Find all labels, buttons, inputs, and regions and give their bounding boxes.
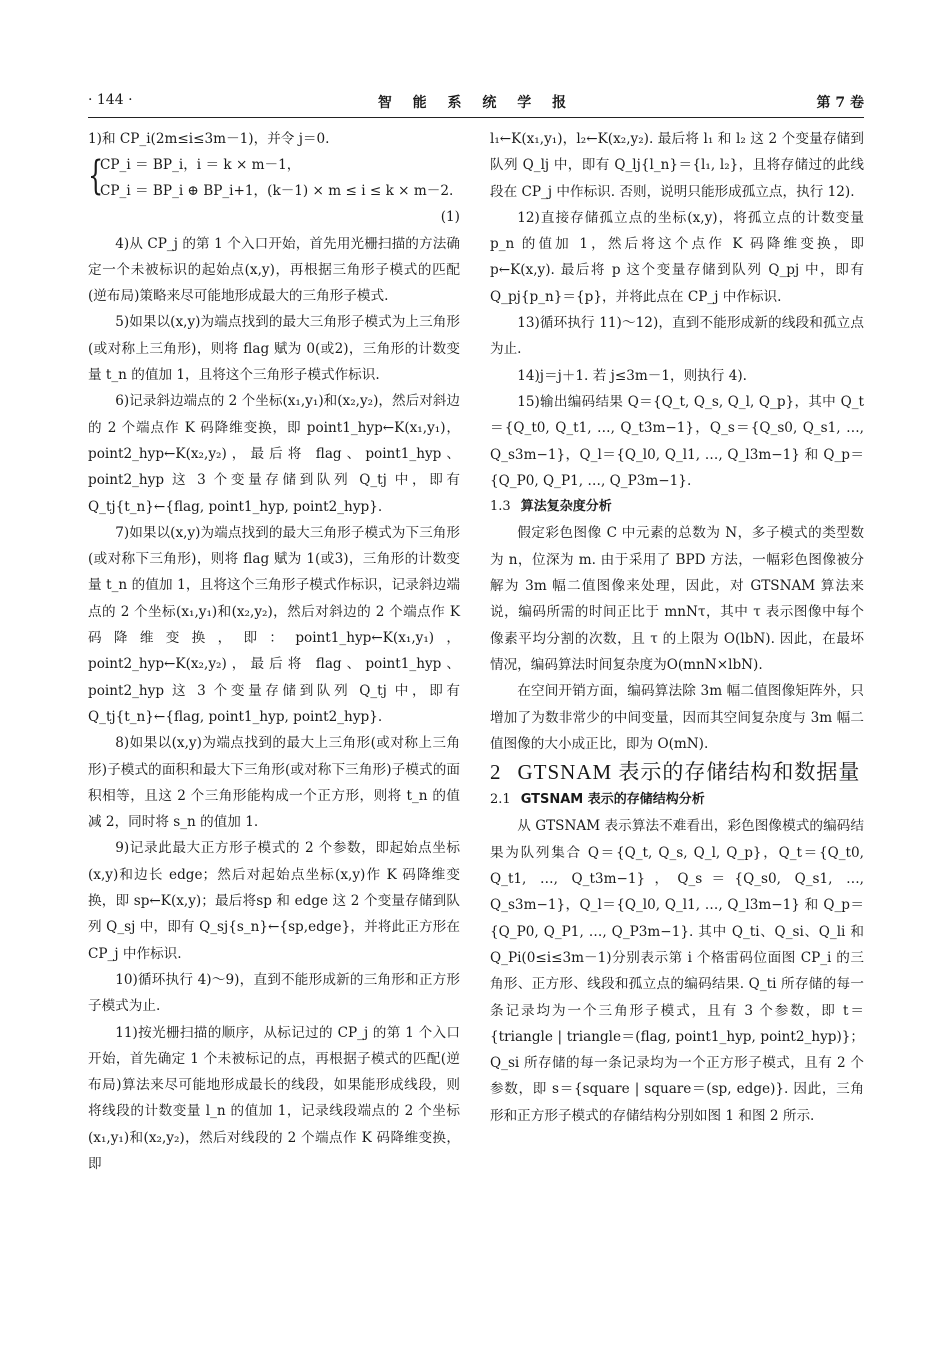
page-number: · 144 · (88, 92, 133, 108)
section-2-1-heading (490, 787, 864, 813)
equation-line-1: CP_i ＝ BP_i，i ＝ k × m－1， (100, 157, 301, 174)
volume-label: 第 7 卷 (816, 95, 864, 111)
journal-title: 智 能 系 统 学 报 (377, 95, 575, 111)
section-2-heading (490, 757, 864, 787)
header-rule (88, 117, 864, 118)
paragraph-step7: 7)如果以(x,y)为端点找到的最大三角形子模式为下三角形(或对称下三角形)，则将 flag 赋为 1(或3)，三角形的计数变量 t_n 的值加 1，且将这个三角形子模式作标识，记录斜边端点的 2 个坐标(x₁,y₁)和(x₂,y₂)，然后对斜边的 2 个端点作 K 码降维变换，即：point1_hyp←K(x₁,y₁)，point2_hyp←K(x₂,y₂)，最后将 flag、point1_hyp、point2_hyp 这 3 个变量存储到队列 Q_tj 中，即有 Q_tj{t_n}←{flag, point1_hyp, point2_hyp}. (88, 524, 460, 725)
section-2-number: 2 (490, 760, 502, 785)
paragraph-step8: 8)如果以(x,y)为端点找到的最大上三角形(或对称上三角形)子模式的面积和最大下三角形(或对称下三角形)子模式的面积相等，且这 2 个三角形能构成一个正方形，则将 t_n 的值减 2，同时将 s_n 的值加 1. (88, 735, 460, 831)
paragraph-step3-end: 1)和 CP_i(2m≤i≤3m－1)，并令 j＝0. (88, 131, 330, 147)
section-2-1-number: 2.1 (490, 792, 511, 808)
equation-1 (88, 152, 460, 204)
paragraph-step4: 4)从 CP_j 的第 1 个入口开始，首先用光栅扫描的方法确定一个未被标识的起始点(x,y)，再根据三角形子模式的匹配(逆布局)策略来尽可能地形成最大的三角形子模式. (88, 235, 460, 305)
paragraph-step14: 14)j＝j＋1. 若 j≤3m－1，则执行 4). (517, 367, 747, 384)
section-1-3-heading (490, 494, 864, 520)
paragraph-storage-structure: 从 GTSNAM 表示算法不难看出，彩色图像模式的编码结果为队列集合 Q＝{Q_t, Q_s, Q_l, Q_p}，Q_t＝{Q_t0, Q_t1, …, Q_t3m−1}，Q_s＝{Q_s0, Q_s1, …, Q_s3m−1}，Q_l＝{Q_l0, Q_l1, …, Q_l3m−1} 和 Q_p＝{Q_P0, Q_P1, …, Q_P3m−1}. 其中 Q_ti、Q_si、Q_li 和 Q_Pi(0≤i≤3m－1)分别表示第 i 个格雷码位面图 CP_i 的三角形、正方形、线段和孤立点的编码结果. Q_ti 所存储的每一条记录均为一个三角形子模式，且有 3 个参数，即 t＝{triangle | triangle＝(flag, point1_hyp, point2_hyp)}；Q_si 所存储的每一条记录均为一个正方形子模式，且有 2 个参数，即 s＝{square | square＝(sp, edge)}. 因此，三角形和正方形子模式的存储结构分别如图 1 和图 2 所示. (490, 818, 864, 1124)
paragraph-complexity-space: 在空间开销方面，编码算法除 3m 幅二值图像矩阵外，只增加了为数非常少的中间变量，因而其空间复杂度与 3m 幅二值图像的大小成正比，即为 O(mN). (490, 683, 864, 752)
equation-number: (1) (440, 209, 460, 226)
right-column (490, 126, 864, 1129)
paragraph-step11: 11)按光栅扫描的顺序，从标记过的 CP_j 的第 1 个入口开始，首先确定 1 个未被标记的点，再根据子模式的匹配(逆布局)算法来尽可能地形成最长的线段，如果能形成线段，则将线段的计数变量 l_n 的值加 1，记录线段端点的 2 个坐标(x₁,y₁)和(x₂,y₂)，然后对线段的 2 个端点作 K 码降维变换，即 (88, 1024, 460, 1172)
paragraph-step9: 9)记录此最大正方形子模式的 2 个参数，即起始点坐标(x,y)和边长 edge；然后对起始点坐标(x,y)作 K 码降维变换，即 sp←K(x,y)；最后将sp 和 edge 这 2 个变量存储到队列 Q_sj 中，即有 Q_sj{s_n}←{sp,edge}，并将此正方形在 CP_j 中作标识. (88, 840, 460, 962)
paragraph-step15: 15)输出编码结果 Q＝{Q_t, Q_s, Q_l, Q_p}，其中 Q_t＝{Q_t0, Q_t1, …, Q_t3m−1}，Q_s＝{Q_s0, Q_s1, …, Q_s3m−1}，Q_l＝{Q_l0, Q_l1, …, Q_l3m−1} 和 Q_p＝{Q_P0, Q_P1, …, Q_P3m−1}. (490, 393, 864, 489)
paragraph-step10: 10)循环执行 4)～9)，直到不能形成新的三角形和正方形子模式为止. (88, 971, 460, 1015)
running-header (88, 92, 864, 114)
section-2-title: GTSNAM 表示的存储结构和数据量 (517, 760, 861, 785)
paragraph-step11-cont: l₁←K(x₁,y₁)，l₂←K(x₂,y₂). 最后将 l₁ 和 l₂ 这 2 个变量存储到队列 Q_lj 中，即有 Q_lj{l_n}＝{l₁, l₂}，且将存储过的此线段在 CP_j 中作标识. 否则，说明只能形成孤立点，执行 12). (490, 131, 864, 200)
left-column (88, 126, 460, 1177)
paragraph-step5: 5)如果以(x,y)为端点找到的最大三角形子模式为上三角形(或对称上三角形)，则将 flag 赋为 0(或2)，三角形的计数变量 t_n 的值加 1，且将这个三角形子模式作标识. (88, 314, 460, 384)
paragraph-step6: 6)记录斜边端点的 2 个坐标(x₁,y₁)和(x₂,y₂)，然后对斜边的 2 个端点作 K 码降维变换，即 point1_hyp←K(x₁,y₁)，point2_hyp←K(x₂,y₂)，最后将 flag、point1_hyp、point2_hyp 这 3 个变量存储到队列 Q_tj 中，即有 Q_tj{t_n}←{flag, point1_hyp, point2_hyp}. (88, 393, 460, 515)
paragraph-complexity-time: 假定彩色图像 C 中元素的总数为 N，多子模式的类型数为 n，位深为 m. 由于采用了 BPD 方法，一幅彩色图像被分解为 3m 幅二值图像来处理，因此，对 GTSNAM 算法来说，编码所需的时间正比于 mnNτ，其中 τ 表示图像中每个像素平均分割的次数，且 τ 的上限为 O(lbN). 因此，在最坏情况，编码算法时间复杂度为O(mnN×lbN). (490, 525, 864, 673)
paragraph-step12: 12)直接存储孤立点的坐标(x,y)，将孤立点的计数变量 p_n 的值加 1，然后将这个点作 K 码降维变换，即 p←K(x,y). 最后将 p 这个变量存储到队列 Q_pj 中，即有 Q_pj{p_n}＝{p}，并将此点在 CP_j 中作标识. (490, 209, 864, 305)
equation-line-2: CP_i ＝ BP_i ⊕ BP_i+1，(k－1) × m ≤ i ≤ k × m－2. (100, 183, 454, 200)
section-1-3-title: 算法复杂度分析 (520, 499, 612, 515)
section-1-3-number: 1.3 (490, 499, 511, 515)
section-2-1-title: GTSNAM 表示的存储结构分析 (520, 792, 705, 808)
paragraph-step13: 13)循环执行 11)～12)，直到不能形成新的线段和孤立点为止. (490, 315, 864, 358)
equation-brace: { (88, 153, 104, 200)
